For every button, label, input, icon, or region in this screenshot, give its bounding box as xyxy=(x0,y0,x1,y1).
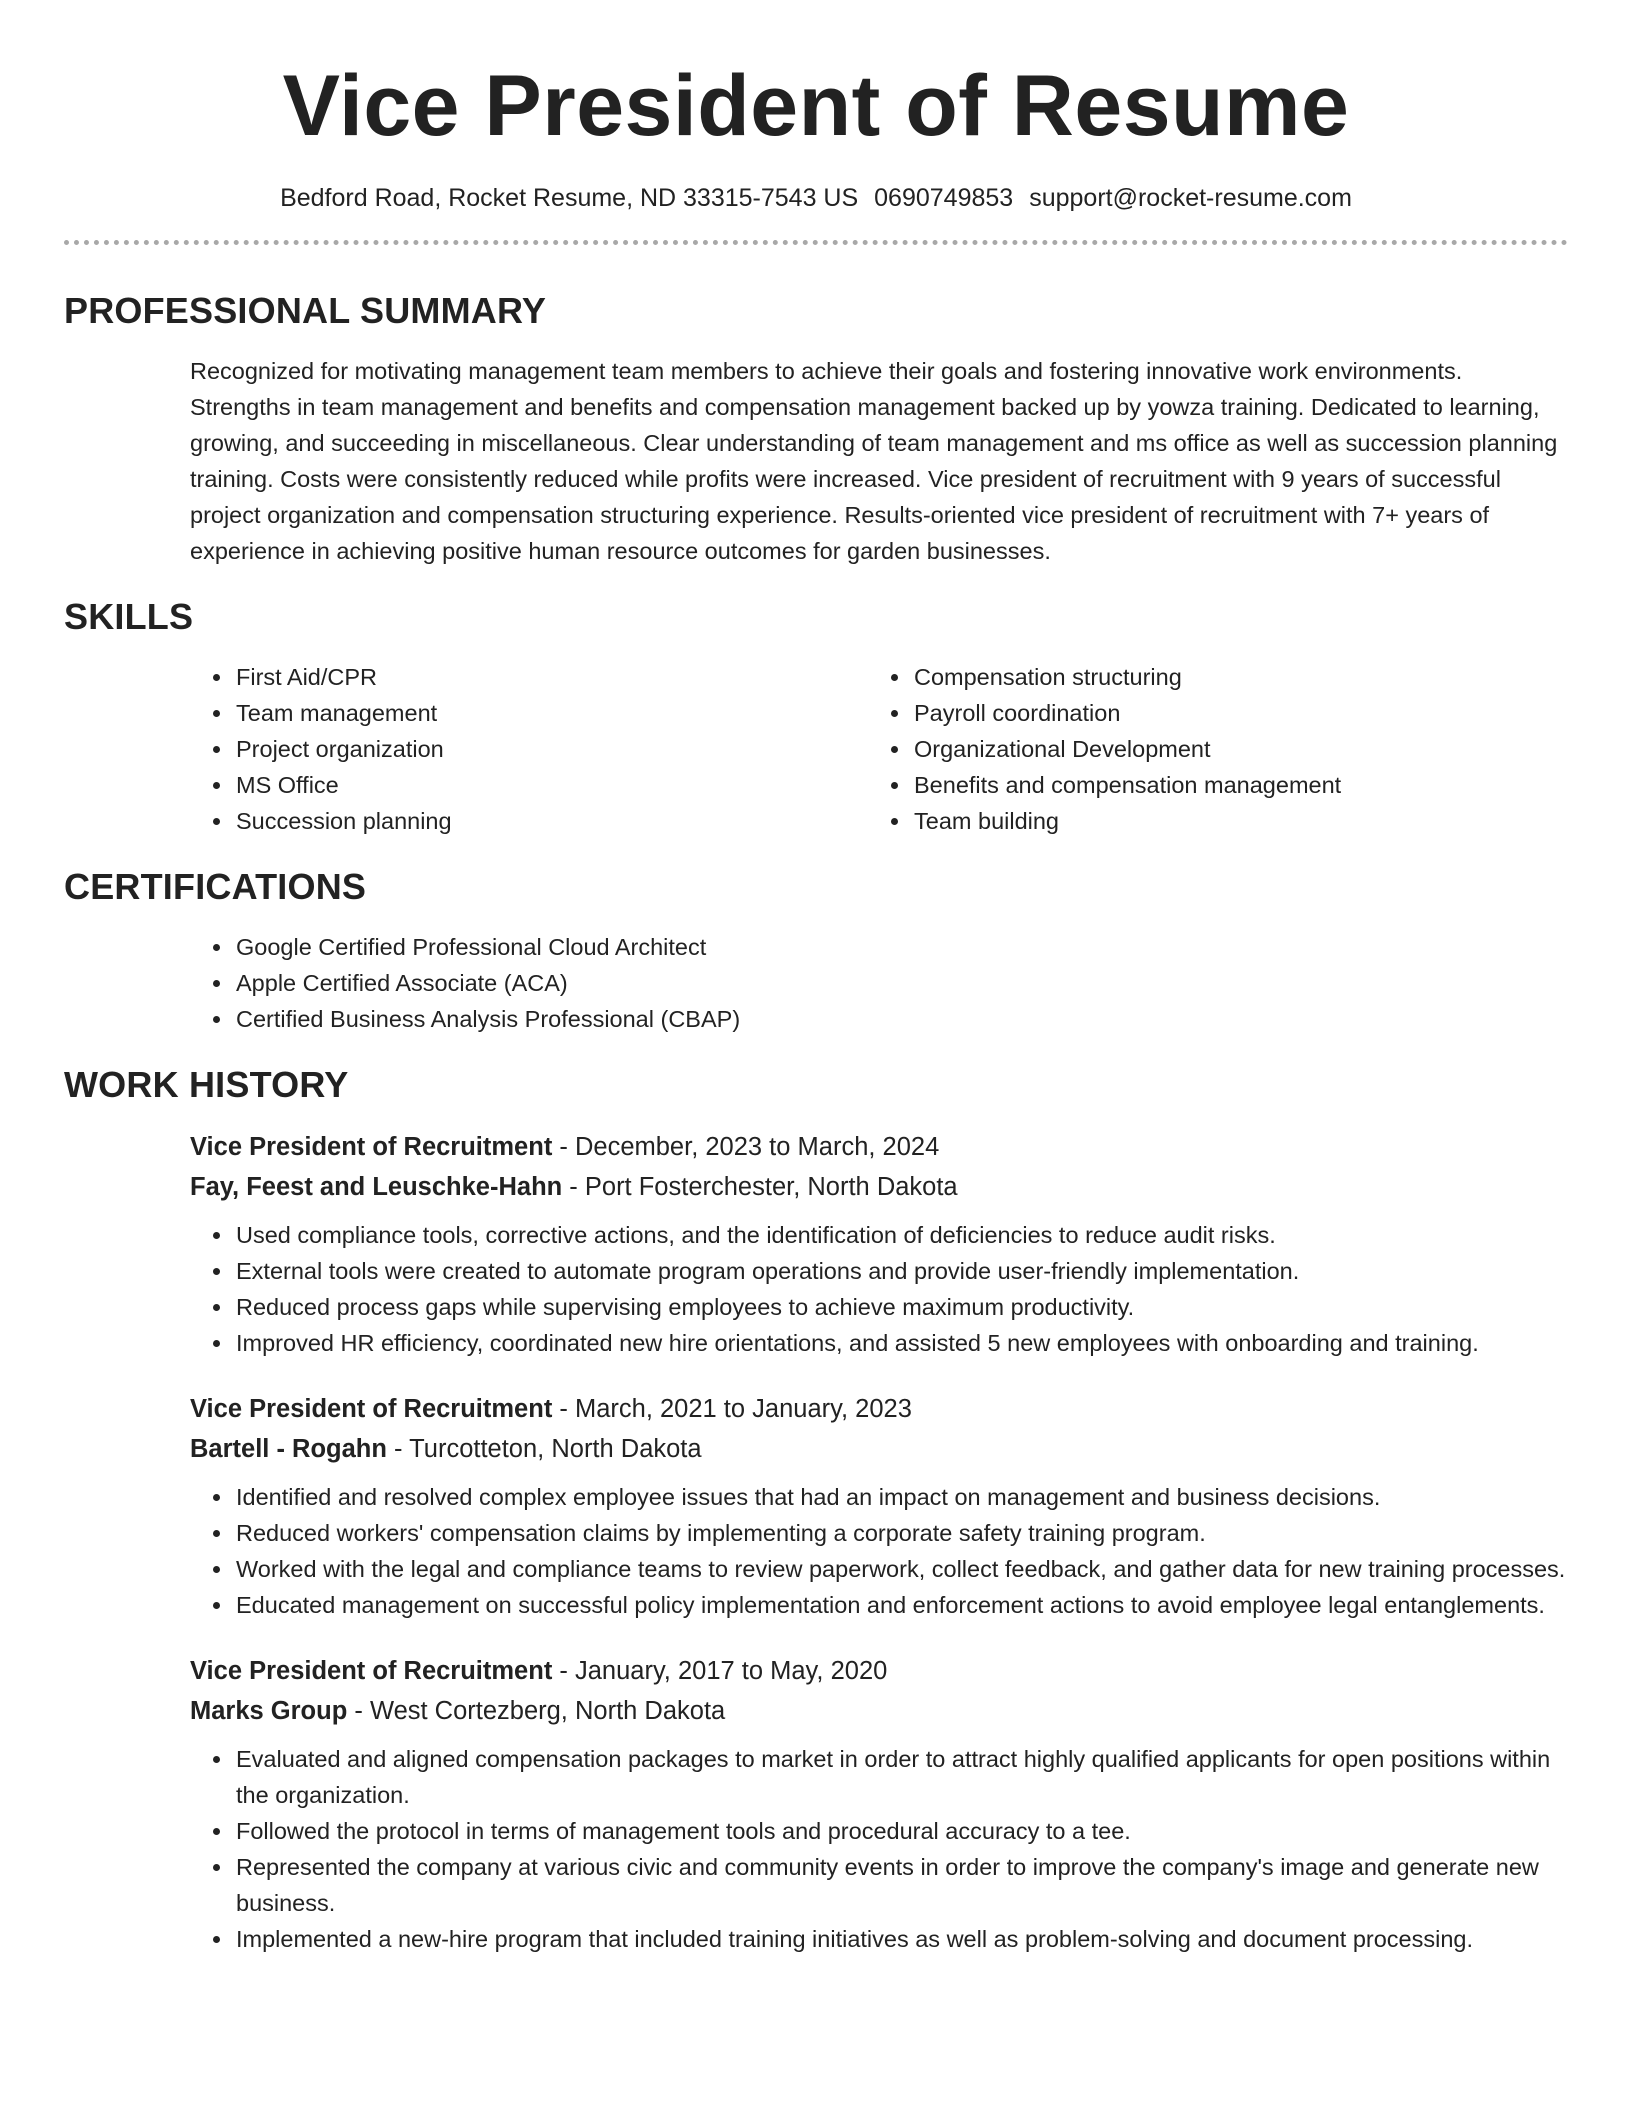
skill-item: • MS Office xyxy=(234,767,744,803)
job-bullet: • Improved HR efficiency, coordinated new hire orientations, and assisted 5 new employees with onboarding and training. xyxy=(234,1325,1568,1361)
job-bullet: • Followed the protocol in terms of management tools and procedural accuracy to a tee. xyxy=(234,1813,1568,1849)
job-title-line xyxy=(190,1127,1568,1167)
job-entry xyxy=(190,1127,1568,1361)
job-location: - West Cortezberg, North Dakota xyxy=(347,1697,726,1725)
contact-line xyxy=(64,182,1568,214)
header-divider xyxy=(64,240,1568,245)
job-company-line xyxy=(190,1429,1568,1469)
skill-item: • Payroll coordination xyxy=(912,695,1512,731)
job-bullets xyxy=(234,1479,1568,1623)
skill-item: • Succession planning xyxy=(234,803,744,839)
resume-name: Vice President of Resume xyxy=(282,58,1350,154)
job-dates: - March, 2021 to January, 2023 xyxy=(552,1395,912,1423)
job-company-line xyxy=(190,1691,1568,1731)
job-bullet: • Used compliance tools, corrective actions, and the identification of deficiencies to reduce audit risks. xyxy=(234,1217,1568,1253)
skill-item: • Project organization xyxy=(234,731,744,767)
job-bullet: • Worked with the legal and compliance teams to review paperwork, collect feedback, and gather data for new training processes. xyxy=(234,1551,1568,1587)
skills-column-1 xyxy=(234,659,744,839)
job-company-line xyxy=(190,1167,1568,1207)
job-bullet: • Represented the company at various civic and community events in order to improve the company's image and generate new business. xyxy=(234,1849,1568,1921)
skills-heading: SKILLS xyxy=(64,596,194,637)
job-bullets xyxy=(234,1217,1568,1361)
job-bullet: • Evaluated and aligned compensation packages to market in order to attract highly qualified applicants for open positions within the organization. xyxy=(234,1741,1568,1813)
skill-item: • Organizational Development xyxy=(912,731,1512,767)
summary-heading: PROFESSIONAL SUMMARY xyxy=(64,290,547,331)
job-company: Fay, Feest and Leuschke-Hahn xyxy=(190,1173,563,1201)
skill-item: • First Aid/CPR xyxy=(234,659,744,695)
job-dates: - December, 2023 to March, 2024 xyxy=(552,1133,940,1161)
job-bullet: • External tools were created to automate program operations and provide user-friendly implementation. xyxy=(234,1253,1568,1289)
job-company: Marks Group xyxy=(190,1697,348,1725)
certification-item: • Apple Certified Associate (ACA) xyxy=(234,965,1568,1001)
summary-text: Recognized for motivating management team members to achieve their goals and fostering innovative work environments. Strengths in team management and benefits and compensation management backed up by yowza training. Dedicated to learning, growing, and succeeding in miscellaneous. Clear understanding of team management and ms office as well as succession planning training. Costs were consistently reduced while profits were increased. Vice president of recruitment with 9 years of successful project organization and compensation structuring experience. Results-oriented vice president of recruitment with 7+ years of experience in achieving positive human resource outcomes for garden businesses. xyxy=(190,358,1558,564)
job-title-line xyxy=(190,1651,1568,1691)
job-company: Bartell - Rogahn xyxy=(190,1435,387,1463)
job-bullet: • Identified and resolved complex employee issues that had an impact on management and business decisions. xyxy=(234,1479,1568,1515)
skill-item: • Benefits and compensation management xyxy=(912,767,1512,803)
job-title: Vice President of Recruitment xyxy=(190,1133,553,1161)
certification-item: • Certified Business Analysis Professional (CBAP) xyxy=(234,1001,1568,1037)
skills-column-2 xyxy=(912,659,1512,839)
job-dates: - January, 2017 to May, 2020 xyxy=(552,1657,888,1685)
job-title-line xyxy=(190,1389,1568,1429)
contact-phone: 0690749853 xyxy=(874,184,1014,212)
contact-address: Bedford Road, Rocket Resume, ND 33315-7543 US xyxy=(280,184,859,212)
job-bullet: • Reduced process gaps while supervising employees to achieve maximum productivity. xyxy=(234,1289,1568,1325)
contact-email: support@rocket-resume.com xyxy=(1029,184,1352,212)
skill-item: • Team building xyxy=(912,803,1512,839)
job-entry xyxy=(190,1651,1568,1957)
job-bullet: • Educated management on successful policy implementation and enforcement actions to avoid employee legal entanglements. xyxy=(234,1587,1568,1623)
skill-item: • Team management xyxy=(234,695,744,731)
job-title: Vice President of Recruitment xyxy=(190,1395,553,1423)
job-bullet: • Reduced workers' compensation claims by implementing a corporate safety training program. xyxy=(234,1515,1568,1551)
certifications-list xyxy=(234,929,1568,1037)
skill-item: • Compensation structuring xyxy=(912,659,1512,695)
skills-grid xyxy=(64,659,1568,839)
job-bullets xyxy=(234,1741,1568,1957)
job-location: - Turcotteton, North Dakota xyxy=(386,1435,702,1463)
certifications-heading: CERTIFICATIONS xyxy=(64,866,367,907)
work-history-heading: WORK HISTORY xyxy=(64,1064,349,1105)
job-location: - Port Fosterchester, North Dakota xyxy=(562,1173,958,1201)
certification-item: • Google Certified Professional Cloud Architect xyxy=(234,929,1568,965)
job-title: Vice President of Recruitment xyxy=(190,1657,553,1685)
job-entry xyxy=(190,1389,1568,1623)
job-bullet: • Implemented a new-hire program that included training initiatives as well as problem-solving and document processing. xyxy=(234,1921,1568,1957)
